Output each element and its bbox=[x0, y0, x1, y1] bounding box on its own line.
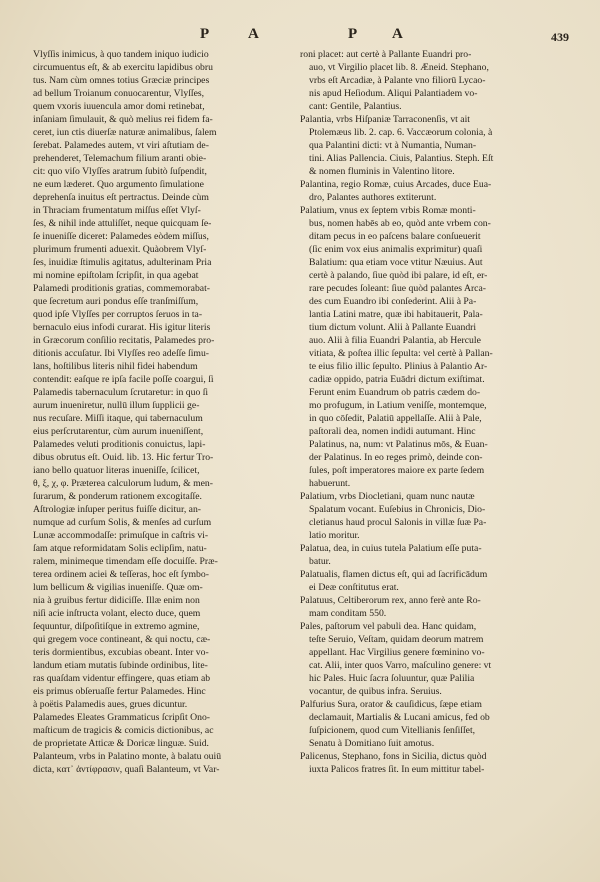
text-line: à poëtis Palamedis aues, grues dicuntur. bbox=[33, 699, 188, 710]
text-line: in quo cōſedit, Palatiū appellaſſe. Alii à Pale, bbox=[309, 413, 482, 424]
text-line: quod ipſe Vlyſſes per corruptos ſeruos in ta- bbox=[33, 309, 203, 320]
text-line: paſtorali dea, nomen indidi autumant. Hinc bbox=[309, 426, 476, 437]
text-line: iano bello quatuor literas inueniſſe, ſcilicet, bbox=[33, 465, 200, 476]
text-line: vocantur, de quibus infra. Seruius. bbox=[309, 686, 442, 697]
entry-first-line: Palatualis, flamen dictus eſt, qui ad ſacrificādum bbox=[300, 569, 488, 580]
text-line: declamauit, Martialis & Lucani amicus, fed ob bbox=[309, 712, 490, 723]
text-line: ditam pecus in eo paſcens balare conſueuerit bbox=[309, 231, 481, 242]
text-line: appellant. Hac Virgilius genere fœminino vo- bbox=[309, 647, 485, 658]
text-line: cant: Gentile, Palantius. bbox=[309, 101, 402, 112]
entry-first-line: Palatua, dea, in cuius tutela Palatium eſſe puta- bbox=[300, 543, 482, 554]
text-line: Palamedes Eleates Grammaticus ſcripſit Ono- bbox=[33, 712, 211, 723]
text-line: ralem, minimeque timendam eſſe docuiſſe. Præ- bbox=[33, 556, 218, 567]
text-line: lantia Latini matre, quæ ibi habitauerit, Pala- bbox=[309, 309, 483, 320]
text-line: Palanteum, vrbs in Palatino monte, à balatu ouiū bbox=[33, 751, 222, 762]
entry-first-line: Palfurius Sura, orator & cauſidicus, ſæpe etiam bbox=[300, 699, 482, 710]
text-line: aurum inueniretur, nullū illum ſupplicii ge- bbox=[33, 400, 200, 411]
text-line: auo. Alii à filia Euandri Palantia, ab Hercule bbox=[309, 335, 481, 346]
text-line: ſules, poſt imperatores maiore ex parte ſedem bbox=[309, 465, 485, 476]
header-letter: P bbox=[200, 26, 213, 42]
text-line: inſaniam ſimulauit, & quò melius rei fidem fa- bbox=[33, 114, 213, 125]
text-line: Lunæ accommodaſſe: primuſque in caſtris vi- bbox=[33, 530, 209, 541]
text-line: ne eum læderet. Quo argumento ſimulatione bbox=[33, 179, 204, 190]
text-line: rare pecudes ſoleant: ſiue quòd palantes Arca- bbox=[309, 283, 486, 294]
right-text-column bbox=[300, 48, 564, 776]
text-line: nia à gruibus fertur didiciſſe. Illæ enim non bbox=[33, 595, 200, 606]
text-line: nus recuſare. Miſſi itaque, qui tabernaculum bbox=[33, 413, 203, 424]
page-number: 439 bbox=[551, 30, 569, 44]
text-line: Palamedis tabernaculum ſcrutaretur: in quo ſi bbox=[33, 387, 209, 398]
text-line: Palamedi proditionis gratias, commemorabat- bbox=[33, 283, 211, 294]
text-line: ſes, & nihil inde attuliſſet, neque quicquam ſe- bbox=[33, 218, 212, 229]
text-line: & nomen fluminis in Valentino litore. bbox=[309, 166, 455, 177]
text-line: hic Pales. Huic ſacra ſoluuntur, quæ Palilia bbox=[309, 673, 475, 684]
text-line: plurimum frumenti aduexit. Quàobrem Vlyſ- bbox=[33, 244, 207, 255]
entry-first-line: Palatium, vrbs Diocletiani, quam nunc nautæ bbox=[300, 491, 475, 502]
text-line: dro, Palantes authores extiterunt. bbox=[309, 192, 437, 203]
text-line: Ferunt enim Euandrum ob patris cædem do- bbox=[309, 387, 481, 398]
header-letter: A bbox=[392, 26, 406, 42]
text-line: qui gregem voce contineant, & qui noctu, cæ- bbox=[33, 634, 211, 645]
text-line: bernaculo eius infodi curarat. His igitur literis bbox=[33, 322, 211, 333]
text-line: Senatu à Domitiano ſuit amotus. bbox=[309, 738, 435, 749]
text-line: Spalatum vocant. Euſebius in Chronicis, Dio- bbox=[309, 504, 486, 515]
text-line: prehenderet, Telemachum filium aranti obie- bbox=[33, 153, 207, 164]
text-line: iuxta Palicos fratres ſit. In eum mittitur tabel- bbox=[309, 764, 485, 775]
entry-first-line: roni placet: aut certè à Pallante Euandri pro- bbox=[300, 49, 472, 60]
text-line: ad bellum Troianum conuocarentur, Vlyſſes, bbox=[33, 88, 205, 99]
text-line: terea ordinem aciei & teſſeras, hoc eſt ſymbo- bbox=[33, 569, 209, 580]
text-line: cadiæ oppido, patria Euādri dictum exiſtimat. bbox=[309, 374, 485, 385]
entry-first-line: Palantina, regio Romæ, cuius Arcades, duce Eua- bbox=[300, 179, 492, 190]
header-letter: P bbox=[348, 26, 361, 42]
text-line: batur. bbox=[309, 556, 331, 567]
text-line: numque ad curſum Solis, & menſes ad curſum bbox=[33, 517, 212, 528]
text-line: cletianus haud procul Salonis in villæ ſuæ Pa- bbox=[309, 517, 487, 528]
text-line: latio moritur. bbox=[309, 530, 360, 541]
text-line: Vlyſſis inimicus, à quo tandem iniquo iudicio bbox=[33, 49, 209, 60]
text-line: lans, hoſtilibus literis nihil fidei habendum bbox=[33, 361, 198, 372]
text-line: in Græcorum conſilio recitatis, Palamedes pro- bbox=[33, 335, 215, 346]
text-line: qua Palantini dicti: vt à Numantia, Numan- bbox=[309, 140, 477, 151]
text-line: ſequuntur, diſpoſitiſque in extremo agmine, bbox=[33, 621, 200, 632]
text-line: Aſtrologiæ inſuper peritus fuiſſe dicitur, an- bbox=[33, 504, 202, 515]
header-letter: A bbox=[248, 26, 262, 42]
text-line: vrbs eſt Arcadiæ, à Palante vno filiorū Lycao- bbox=[309, 75, 486, 86]
entry-first-line: Palatium, vnus ex ſeptem vrbis Romæ monti- bbox=[300, 205, 476, 216]
text-line: ſe inueniſſe diceret: Palamedes eòdem miſſus, bbox=[33, 231, 209, 242]
text-line: ceret, iun ctis diuerſæ naturæ animalibus, ſalem bbox=[33, 127, 217, 138]
text-line: Palamedes veluti proditionis conuictus, lapi- bbox=[33, 439, 206, 450]
text-line: deprehenſa inuitus eſt pertractus. Deinde cùm bbox=[33, 192, 209, 203]
text-line: ſes, inuidiæ ſtimulis agitatus, adulterinam Pria bbox=[33, 257, 212, 268]
text-line: des cum Euandro ibi conſederint. Alii à Pa- bbox=[309, 296, 477, 307]
text-line: te eius filio illic ſepulto. Plinius à Palantio Ar- bbox=[309, 361, 488, 372]
text-line: der Palatinus. In eo reges primò, deinde con- bbox=[309, 452, 483, 463]
text-line: que ſecretum auri pondus eſſe tranſmiſſum, bbox=[33, 296, 199, 307]
text-line: certè à palando, ſiue quòd ibi palare, id eſt, er- bbox=[309, 270, 488, 281]
text-line: ei Deæ conſtitutus erat. bbox=[309, 582, 399, 593]
text-line: auo, vt Virgilio placet lib. 8. Æneid. Stephano, bbox=[309, 62, 489, 73]
text-line: ditionis accuſatur. Ibi Vlyſſes reo adeſſe ſimu- bbox=[33, 348, 210, 359]
text-line: bus, nomen habēs ab eo, quòd ante vrbem con- bbox=[309, 218, 491, 229]
text-line: landum etiam mutatis ſubinde ordinibus, lite- bbox=[33, 660, 208, 671]
text-line: mo profugum, in Latium veniſſe, montemque, bbox=[309, 400, 487, 411]
text-line: dicta, κατ᾽ ἀντίφρασιν, quaſi Balanteum, vt Var- bbox=[33, 764, 220, 775]
entry-first-line: Palantia, vrbs Hiſpaniæ Tarraconenſis, vt ait bbox=[300, 114, 470, 125]
text-line: tini. Alias Pallencia. Ciuis, Palantius. Steph. Eſt bbox=[309, 153, 494, 164]
entry-first-line: Palicenus, Stephano, fons in Sicilia, dictus quòd bbox=[300, 751, 487, 762]
text-line: in Thraciam frumentatum miſſus eſſet Vlyſ- bbox=[33, 205, 201, 216]
text-line: vitiata, & poſtea illic ſepulta: vel certè à Pallan- bbox=[309, 348, 493, 359]
text-line: ſuſpicionem, quod cum Vitellianis ſenſiſſet, bbox=[309, 725, 476, 736]
text-line: ſam atque reformidatam Solis eclipſim, natu- bbox=[33, 543, 207, 554]
text-line: mam conditam 550. bbox=[309, 608, 387, 619]
text-line: mi nomine epiſtolam ſcripſit, in qua agebat bbox=[33, 270, 199, 281]
entry-first-line: Pales, paſtorum vel pabuli dea. Hanc quidam, bbox=[300, 621, 477, 632]
text-line: (ſic enim vox eius animalis exprimitur) quaſi bbox=[309, 244, 483, 255]
text-line: nis apud Heſiodum. Aliqui Palantiadem vo- bbox=[309, 88, 478, 99]
text-line: cat. Alii, inter quos Varro, maſculino genere: vt bbox=[309, 660, 492, 671]
text-line: circumuentus eſt, & ab exercitu lapidibus obru bbox=[33, 62, 213, 73]
text-line: dibus obrutus eſt. Ouid. lib. 13. Hic fertur Tro- bbox=[33, 452, 214, 463]
text-line: Balatium: qua etiam voce vtitur Næuius. Aut bbox=[309, 257, 483, 268]
text-line: teris dormientibus, excubias obeant. Inter vo- bbox=[33, 647, 209, 658]
text-line: maſticum de tragicis & comicis dictionibus, ac bbox=[33, 725, 214, 736]
entry-first-line: Palatuus, Celtiberorum rex, anno ferè ante Ro- bbox=[300, 595, 481, 606]
text-line: Palatinus, na, num: vt Palatinus mōs, & Euan- bbox=[309, 439, 488, 450]
text-line: teſte Seruio, Veſtam, quidam deorum matrem bbox=[309, 634, 484, 645]
text-line: ſurarum, & ponderum rationem excogitaſſe. bbox=[33, 491, 202, 502]
text-line: lum bellicum & vigilias inueniſſe. Quæ om- bbox=[33, 582, 203, 593]
text-line: de proprietate Atticæ & Doricæ linguæ. Suid. bbox=[33, 738, 209, 749]
text-line: ſerebat. Palamedes autem, vt viri aſtutiam de- bbox=[33, 140, 209, 151]
text-line: eis primus obſeruaſſe fertur Palamedes. Hinc bbox=[33, 686, 206, 697]
left-text-column bbox=[33, 48, 289, 776]
text-line: tium dictum volunt. Alii à Pallante Euandri bbox=[309, 322, 477, 333]
text-line: ras quaſdam videntur effingere, quas etiam ab bbox=[33, 673, 211, 684]
text-line: tus. Nam cùm omnes totius Græciæ principes bbox=[33, 75, 210, 86]
text-line: cit: quo viſo Vlyſſes aratrum ſubitò ſuſpendit, bbox=[33, 166, 207, 177]
text-line: θ, ξ, χ, φ. Præterea calculorum ludum, & men- bbox=[33, 478, 213, 489]
text-line: quem vxoris iuuencula amor domi retinebat, bbox=[33, 101, 205, 112]
text-line: Ptolemæus lib. 2. cap. 6. Vaccæorum colonia, à bbox=[309, 127, 493, 138]
text-line: contendit: eaſque re ipſa facile poſſe coargui, ſi bbox=[33, 374, 214, 385]
text-line: niſi acie inſtructa volant, electo duce, quem bbox=[33, 608, 201, 619]
text-line: habuerunt. bbox=[309, 478, 351, 489]
text-line: eius perſcrutarentur, cùm aurum inueniſſent, bbox=[33, 426, 204, 437]
